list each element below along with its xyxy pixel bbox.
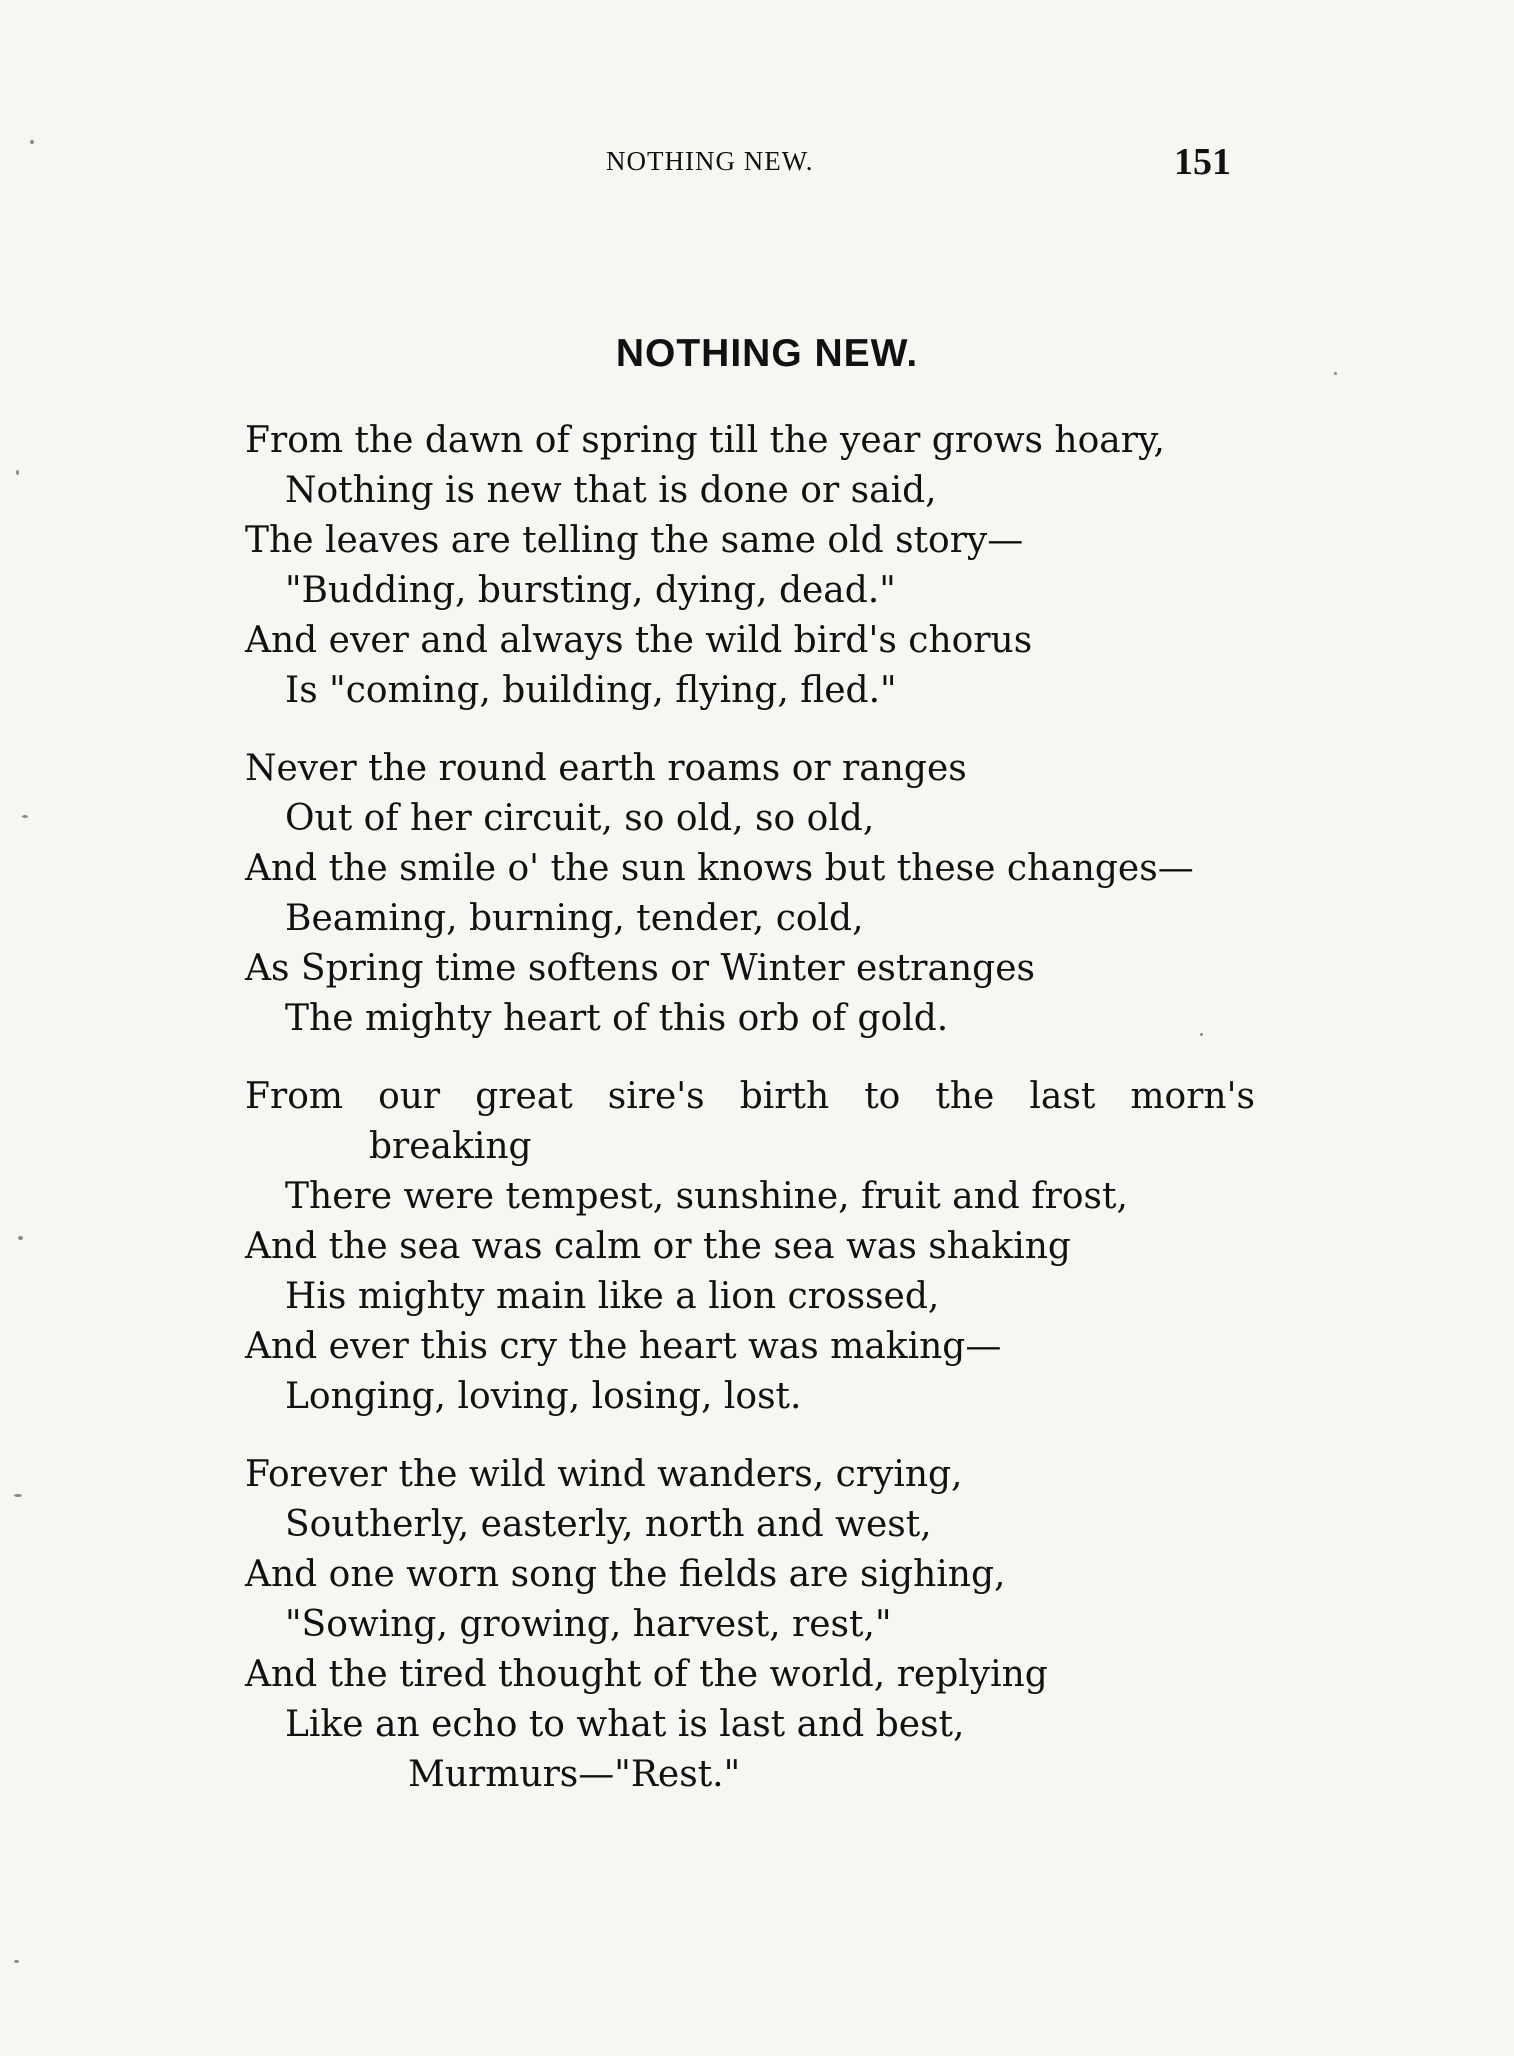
poem-line: Forever the wild wind wanders, crying, — [245, 1454, 963, 1495]
page-number: 151 — [1174, 141, 1231, 183]
scan-speck — [1200, 1033, 1203, 1036]
justified-word: birth — [739, 1076, 830, 1117]
stanza-1 — [245, 416, 1255, 716]
justified-word: our — [378, 1076, 441, 1117]
poem-line: There were tempest, sunshine, fruit and frost, — [285, 1176, 1128, 1217]
scan-speck — [14, 1960, 19, 1963]
poem-line: His mighty main like a lion crossed, — [285, 1276, 940, 1317]
poem-line: Never the round earth roams or ranges — [245, 748, 967, 789]
scan-speck — [14, 1494, 22, 1497]
poem-line: Beaming, burning, tender, cold, — [285, 898, 864, 939]
poem-line-continuation: breaking — [369, 1126, 532, 1167]
scan-speck — [30, 140, 34, 144]
justified-word: last — [1029, 1076, 1096, 1117]
running-header: NOTHING NEW. — [606, 146, 814, 176]
poem-line: Like an echo to what is last and best, — [285, 1704, 965, 1745]
poem-line: Longing, loving, losing, lost. — [285, 1376, 802, 1417]
stanza-2 — [245, 744, 1255, 1044]
justified-word: sire's — [607, 1076, 705, 1117]
poem-title: NOTHING NEW. — [615, 332, 919, 375]
poem-line: As Spring time softens or Winter estranges — [245, 948, 1035, 989]
poem-line: And the smile o' the sun knows but these changes— — [245, 848, 1194, 889]
poem-body — [245, 416, 1255, 1828]
poem-line: From the dawn of spring till the year grows hoary, — [245, 420, 1165, 461]
scan-speck — [18, 1236, 23, 1240]
poem-line: The mighty heart of this orb of gold. — [285, 998, 949, 1039]
poem-line: The leaves are telling the same old story— — [245, 520, 1024, 561]
poem-line: And the tired thought of the world, replying — [245, 1654, 1048, 1695]
scan-speck — [22, 815, 28, 818]
poem-line: Out of her circuit, so old, so old, — [285, 798, 875, 839]
justified-word: to — [864, 1076, 901, 1117]
poem-line: Is "coming, building, flying, fled." — [285, 670, 897, 711]
poem-line: And the sea was calm or the sea was shaking — [245, 1226, 1071, 1267]
poem-line: Southerly, easterly, north and west, — [285, 1504, 932, 1545]
poem-line: "Budding, bursting, dying, dead." — [285, 570, 896, 611]
poem-line: And ever this cry the heart was making— — [245, 1326, 1002, 1367]
justified-word: morn's — [1130, 1076, 1255, 1117]
poem-line: And ever and always the wild bird's chorus — [245, 620, 1033, 661]
scan-speck — [1334, 372, 1337, 375]
stanza-3 — [245, 1072, 1255, 1422]
poem-line: And one worn song the fields are sighing, — [245, 1554, 1006, 1595]
justified-word: the — [935, 1076, 995, 1117]
stanza-4 — [245, 1450, 1255, 1800]
justified-word: great — [475, 1076, 573, 1117]
poem-line-justified — [245, 1072, 1255, 1122]
poem-line-final: Murmurs—"Rest." — [408, 1754, 741, 1795]
scan-speck — [16, 470, 19, 475]
justified-word: From — [245, 1076, 343, 1117]
poem-line: "Sowing, growing, harvest, rest," — [285, 1604, 892, 1645]
poem-line: Nothing is new that is done or said, — [285, 470, 937, 511]
